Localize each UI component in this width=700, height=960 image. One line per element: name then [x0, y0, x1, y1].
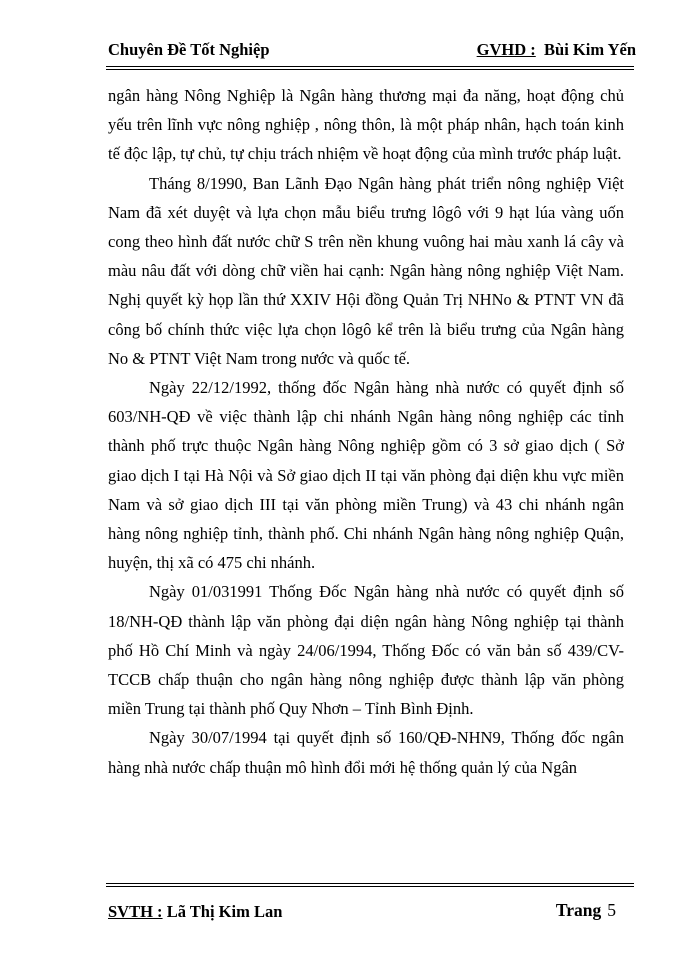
page-number: [556, 900, 616, 921]
page-label: Trang: [555, 900, 602, 920]
footer-student: [108, 902, 282, 922]
paragraph: Tháng 8/1990, Ban Lãnh Đạo Ngân hàng phát triển nông nghiệp Việt Nam đã xét duyệt và lựa chọn mẫu biểu trưng lôgô với 9 hạt lúa vàng uốn cong theo hình đất nước chữ S trên nền khung vuông hai màu xanh lá cây và màu nâu đất với dòng chữ viền hai cạnh: Ngân hàng nông nghiệp Việt Nam. Nghị quyết kỳ họp lần thứ XXIV Hội đồng Quản Trị NHNo & PTNT VN đã công bố chính thức việc lựa chọn lôgô kể trên là biểu trưng của Ngân hàng No & PTNT Việt Nam trong nước và quốc tế.: [108, 173, 624, 368]
page-footer: [108, 900, 634, 926]
footer-divider: [106, 883, 634, 887]
header-supervisor: [477, 40, 636, 60]
body-text: [108, 81, 624, 782]
paragraph: ngân hàng Nông Nghiệp là Ngân hàng thương mại đa năng, hoạt động chủ yếu trên lĩnh vực nông nghiệp , nông thôn, là một pháp nhân, hạch toán kinh tế độc lập, tự chủ, tự chịu trách nhiệm về hoạt động của mình trước pháp luật.: [108, 86, 624, 164]
header-supervisor-label: GVHD :: [476, 40, 536, 59]
header-divider: [106, 66, 634, 70]
header-supervisor-name: Bùi Kim Yến: [544, 40, 636, 59]
page-number-value: 5: [607, 900, 616, 920]
paragraph: Ngày 01/031991 Thống Đốc Ngân hàng nhà nước có quyết định số 18/NH-QĐ thành lập văn phòng đại diện ngân hàng Nông nghiệp tại thành phố Hồ Chí Minh và ngày 24/06/1994, Thống Đốc có văn bản số 439/CV-TCCB chấp thuận cho ngân hàng nông nghiệp được thành lập văn phòng miền Trung tại thành phố Quy Nhơn – Tỉnh Bình Định.: [108, 582, 624, 719]
footer-student-label: SVTH :: [108, 902, 163, 921]
paragraph: Ngày 30/07/1994 tại quyết định số 160/QĐ-NHN9, Thống đốc ngân hàng nhà nước chấp thuận mô hình đổi mới hệ thống quản lý của Ngân: [108, 728, 624, 777]
footer-student-name: Lã Thị Kim Lan: [166, 902, 283, 921]
header-title: Chuyên Đề Tốt Nghiệp: [108, 40, 270, 59]
paragraph: Ngày 22/12/1992, thống đốc Ngân hàng nhà nước có quyết định số 603/NH-QĐ về việc thành lập chi nhánh Ngân hàng nông nghiệp các tỉnh thành phố trực thuộc Ngân hàng Nông nghiệp gồm có 3 sở giao dịch ( Sở giao dịch I tại Hà Nội và Sở giao dịch II tại văn phòng đại diện khu vực miền Nam và sở giao dịch III tại văn phòng miền Trung) và 43 chi nhánh ngân hàng nông nghiệp tỉnh, thành phố. Chi nhánh Ngân hàng nông nghiệp Quận, huyện, thị xã có 475 chi nhánh.: [108, 378, 624, 573]
page-header: [108, 40, 636, 64]
